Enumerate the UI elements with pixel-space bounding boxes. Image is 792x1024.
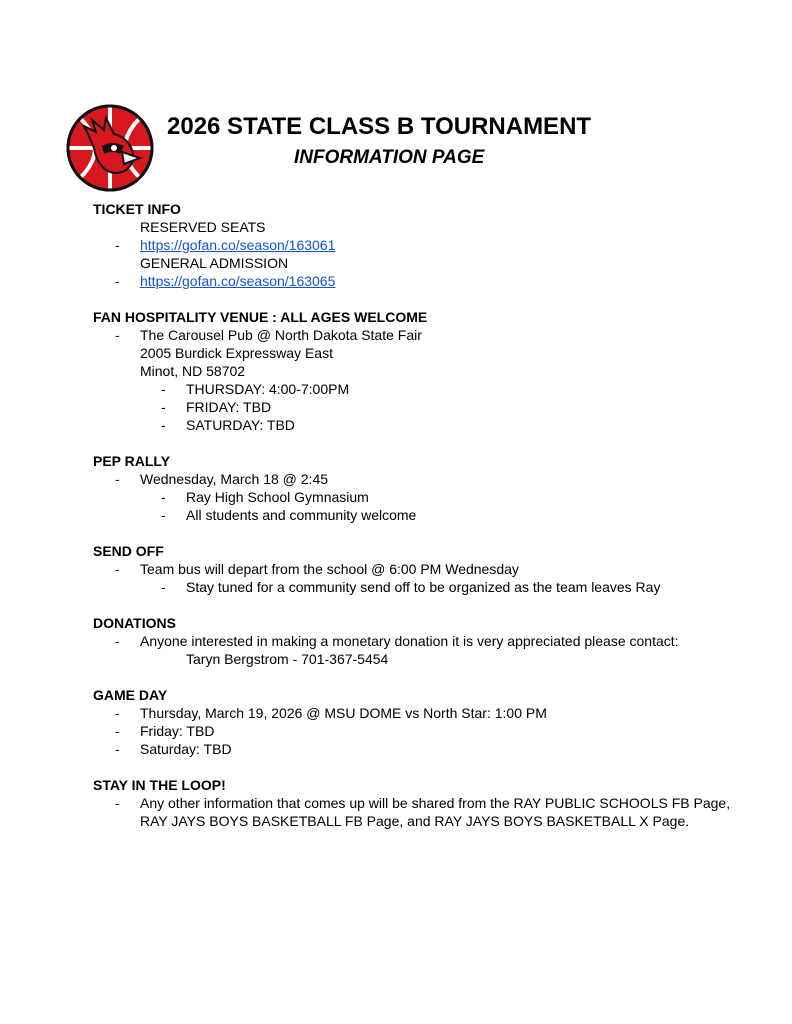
bullet-dash: -	[115, 237, 120, 253]
hospitality-day: SATURDAY: TBD	[186, 417, 295, 433]
general-admission-link[interactable]: https://gofan.co/season/163065	[140, 273, 336, 289]
section-heading-game-day: GAME DAY	[93, 687, 168, 703]
bullet-dash: -	[115, 633, 120, 649]
game-entry: Thursday, March 19, 2026 @ MSU DOME vs North Star: 1:00 PM	[140, 705, 547, 721]
bullet-dash: -	[161, 579, 166, 595]
list-item	[93, 722, 733, 740]
pep-rally-when: Wednesday, March 18 @ 2:45	[140, 471, 329, 487]
bullet-dash: -	[115, 795, 120, 811]
list-item	[93, 470, 733, 488]
bullet-dash: -	[161, 399, 166, 415]
send-off-note: Stay tuned for a community send off to be organized as the team leaves Ray	[186, 579, 661, 595]
bullet-dash: -	[115, 273, 120, 289]
list-item	[93, 560, 733, 578]
pep-rally-detail: All students and community welcome	[186, 507, 417, 523]
bullet-dash: -	[115, 561, 120, 577]
bullet-dash: -	[161, 417, 166, 433]
list-item	[93, 272, 733, 290]
donations-text: Anyone interested in making a monetary donation it is very appreciated please contact:	[140, 633, 679, 649]
reserved-seats-link[interactable]: https://gofan.co/season/163061	[140, 237, 336, 253]
list-item	[93, 704, 733, 722]
list-item	[93, 398, 733, 416]
cardinal-basketball-logo-icon	[66, 104, 154, 192]
hospitality-day: FRIDAY: TBD	[186, 399, 272, 415]
bullet-dash: -	[115, 741, 120, 757]
pep-rally-detail: Ray High School Gymnasium	[186, 489, 369, 505]
bullet-dash: -	[115, 471, 120, 487]
section-heading-donations: DONATIONS	[93, 615, 176, 631]
list-item	[93, 578, 733, 596]
section-heading-pep-rally: PEP RALLY	[93, 453, 171, 469]
game-entry: Saturday: TBD	[140, 741, 232, 757]
list-item	[93, 236, 733, 254]
venue-name: The Carousel Pub @ North Dakota State Fair	[140, 327, 422, 343]
section-heading-tickets: TICKET INFO	[93, 201, 181, 217]
bullet-dash: -	[115, 723, 120, 739]
send-off-bus: Team bus will depart from the school @ 6:00 PM Wednesday	[140, 561, 519, 577]
bullet-dash: -	[161, 507, 166, 523]
list-item	[93, 380, 733, 398]
list-item	[93, 416, 733, 434]
general-admission-label: GENERAL ADMISSION	[140, 255, 289, 271]
bullet-dash: -	[115, 705, 120, 721]
bullet-dash: -	[161, 381, 166, 397]
list-item	[93, 326, 733, 344]
list-item	[93, 506, 733, 524]
section-heading-hospitality: FAN HOSPITALITY VENUE : ALL AGES WELCOME	[93, 309, 428, 325]
venue-address-line1: 2005 Burdick Expressway East	[140, 345, 333, 361]
hospitality-day: THURSDAY: 4:00-7:00PM	[186, 381, 350, 397]
venue-address-line2: Minot, ND 58702	[140, 363, 246, 379]
section-heading-stay-in-loop: STAY IN THE LOOP!	[93, 777, 226, 793]
list-item	[93, 740, 733, 758]
donations-contact: Taryn Bergstrom - 701-367-5454	[186, 651, 389, 667]
list-item	[93, 794, 733, 830]
list-item	[93, 632, 733, 650]
page-title: 2026 STATE CLASS B TOURNAMENT	[167, 113, 592, 140]
page-subtitle: INFORMATION PAGE	[294, 147, 485, 168]
bullet-dash: -	[161, 489, 166, 505]
section-heading-send-off: SEND OFF	[93, 543, 164, 559]
game-entry: Friday: TBD	[140, 723, 215, 739]
list-item	[93, 488, 733, 506]
stay-in-loop-text: Any other information that comes up will be shared from the RAY PUBLIC SCHOOLS FB Page, RAY JAYS BOYS BASKETBALL FB Page, and RAY JAYS BOYS BASKETBALL X Page.	[140, 795, 731, 829]
bullet-dash: -	[115, 327, 120, 343]
reserved-seats-label: RESERVED SEATS	[140, 219, 266, 235]
document-body	[93, 200, 733, 830]
